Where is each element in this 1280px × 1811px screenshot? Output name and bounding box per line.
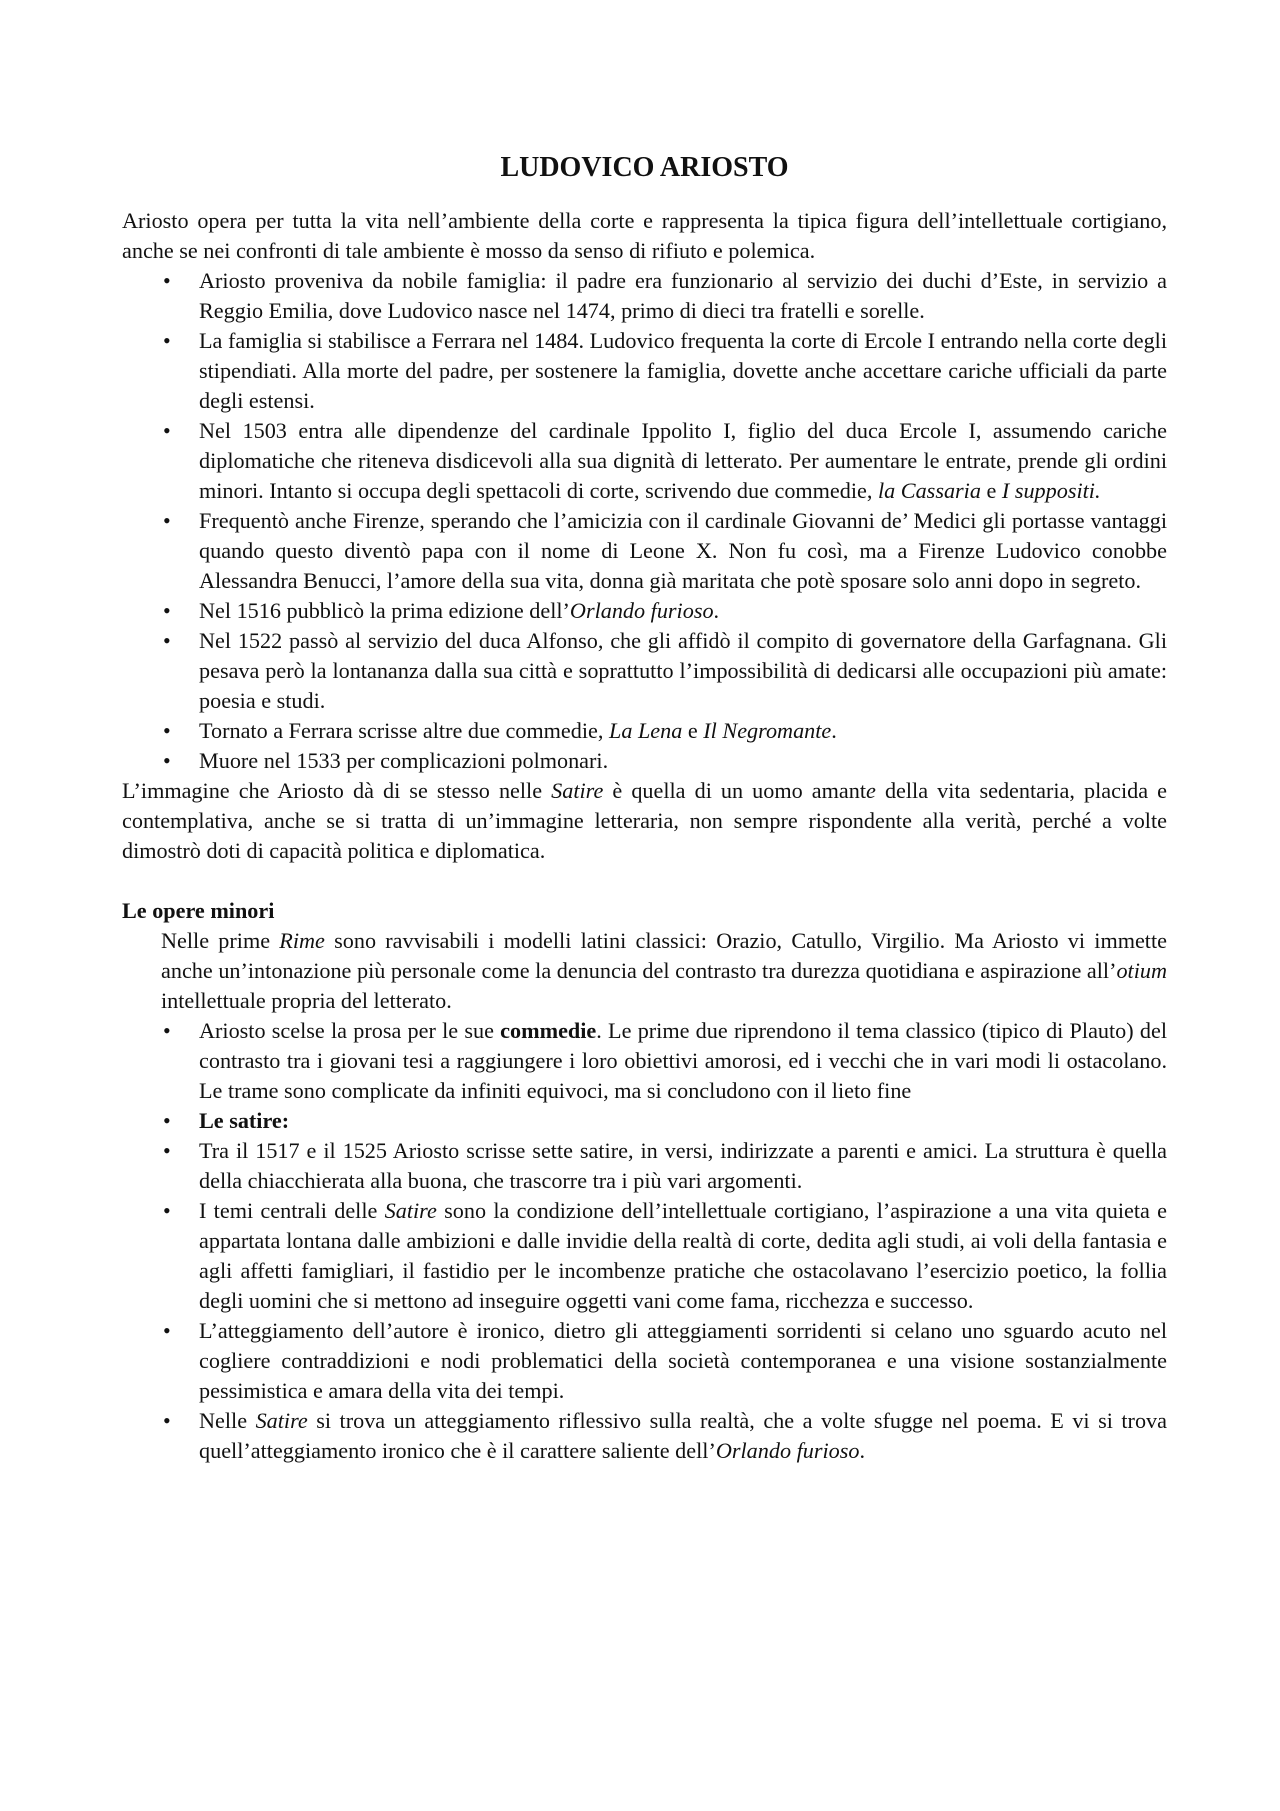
work-title: Orlando furioso [569, 598, 714, 623]
list-item: • L’atteggiamento dell’autore è ironico, dietro gli atteggiamenti sorridenti si celano uno sguardo acuto nel cogliere contraddizioni e nodi problematici della società contemporanea e una visione sostanzialmente pessimistica e amara della vita dei tempi. [163, 1318, 1167, 1403]
list-item: • Nelle Satire si trova un atteggiamento riflessivo sulla realtà, che a volte sfugge nel poema. E vi si trova quell’atteggiamento ironico che è il carattere saliente dell’Orlando furioso. [163, 1408, 1167, 1463]
list-item: • Nel 1516 pubblicò la prima edizione dell’Orlando furioso. [199, 596, 1167, 626]
list-item: • Muore nel 1533 per complicazioni polmonari. [199, 746, 1167, 776]
bullet-icon: • [163, 748, 171, 773]
bullet-icon: • [163, 628, 171, 653]
bullet-icon: • [163, 598, 171, 623]
list-item: • Tornato a Ferrara scrisse altre due commedie, La Lena e Il Negromante. [199, 716, 1167, 746]
bullet-icon: • [163, 1108, 171, 1133]
work-title: Satire [551, 778, 604, 803]
bullet-icon: • [163, 418, 171, 443]
bullet-icon: • [163, 508, 171, 533]
page-title: LUDOVICO ARIOSTO [500, 152, 789, 183]
bullet-icon: • [163, 1138, 171, 1163]
list-item: • Frequentò anche Firenze, sperando che l’amicizia con il cardinale Giovanni de’ Medici gli portasse vantaggi quando questo diventò papa con il nome di Leone X. Non fu così, ma a Firenze Ludovico conobbe Alessandra Benucci, l’amore della sua vita, donna già maritata che potè sposare solo anni dopo in segreto. [163, 508, 1167, 593]
work-title: La Lena [608, 718, 683, 743]
list-item [163, 1106, 1167, 1136]
bullet-icon: • [163, 268, 171, 293]
list-item: • Nel 1522 passò al servizio del duca Alfonso, che gli affidò il compito di governatore della Garfagnana. Gli pesava però la lontananza dalla sua città e soprattutto l’impossibilità di dedicarsi alle occupazioni più amate: poesia e studi. [163, 628, 1167, 713]
bullet-icon: • [163, 718, 171, 743]
section-heading: Le opere minori [122, 898, 275, 923]
work-title: Satire [384, 1198, 437, 1223]
bullet-icon: • [163, 1198, 171, 1223]
list-item: • Tra il 1517 e il 1525 Ariosto scrisse sette satire, in versi, indirizzate a parenti e amici. La struttura è quella della chiacchierata alla buona, che trascorre tra i più vari argomenti. [163, 1138, 1167, 1193]
list-item: • I temi centrali delle Satire sono la condizione dell’intellettuale cortigiano, l’aspirazione a una vita quieta e appartata lontana dalle ambizioni e dalle invidie della realtà di corte, dedita agli studi, ai voli della fantasia e agli affetti famigliari, il fastidio per le incombenze pratiche che ostacolavano l’esercizio poetico, la follia degli uomini che si mettono ad inseguire oggetti vani come fama, ricchezza e successo. [163, 1198, 1167, 1313]
bullet-icon: • [163, 1018, 171, 1043]
minor-works-list [122, 1016, 1167, 1466]
work-title: la Cassaria [877, 478, 981, 503]
work-title: Orlando furioso [715, 1438, 860, 1463]
subheading: Le satire: [199, 1108, 290, 1133]
rime-paragraph: Nelle prime Rime sono ravvisabili i modelli latini classici: Orazio, Catullo, Virgilio. Ma Ariosto vi immette anche un’intonazione più personale come la denuncia del contrasto tra durezza quotidiana e aspirazione all’otium intellettuale propria del letterato. [161, 928, 1167, 1013]
biography-list [122, 266, 1167, 776]
work-title: I suppositi. [1001, 478, 1101, 503]
bullet-icon: • [163, 328, 171, 353]
work-title: Rime [279, 928, 325, 953]
satire-paragraph: L’immagine che Ariosto dà di se stesso nelle Satire è quella di un uomo amante della vita sedentaria, placida e contemplativa, anche se si tratta di un’immagine letteraria, non sempre rispondente alla verità, perché a volte dimostrò doti di capacità politica e diplomatica. [122, 778, 1167, 863]
list-item: • La famiglia si stabilisce a Ferrara nel 1484. Ludovico frequenta la corte di Ercole I entrando nella corte degli stipendiati. Alla morte del padre, per sostenere la famiglia, dovette anche accettare cariche ufficiali da parte degli estensi. [163, 328, 1167, 413]
bullet-icon: • [163, 1318, 171, 1343]
intro-paragraph: Ariosto opera per tutta la vita nell’ambiente della corte e rappresenta la tipica figura dell’intellettuale cortigiano, anche se nei confronti di tale ambiente è mosso da senso di rifiuto e polemica. [122, 208, 1167, 263]
work-title: Satire [255, 1408, 308, 1433]
document-page [122, 150, 1167, 1466]
list-item: • Ariosto proveniva da nobile famiglia: il padre era funzionario al servizio dei duchi d’Este, in servizio a Reggio Emilia, dove Ludovico nasce nel 1474, primo di dieci tra fratelli e sorelle. [163, 268, 1167, 323]
work-title: Il Negromante [703, 718, 832, 743]
list-item: • Nel 1503 entra alle dipendenze del cardinale Ippolito I, figlio del duca Ercole I, assumendo cariche diplomatiche che riteneva disdicevoli alla sua dignità di letterato. Per aumentare le entrate, prende gli ordini minori. Intanto si occupa degli spettacoli di corte, scrivendo due commedie, la Cassaria e I suppositi. [163, 418, 1167, 503]
list-item: • Ariosto scelse la prosa per le sue commedie. Le prime due riprendono il tema classico (tipico di Plauto) del contrasto tra i giovani tesi a raggiungere i loro obiettivi amorosi, ed i vecchi che in vari modi li ostacolano. Le trame sono complicate da infiniti equivoci, ma si concludono con il lieto fine [163, 1018, 1167, 1103]
bullet-icon: • [163, 1408, 171, 1433]
